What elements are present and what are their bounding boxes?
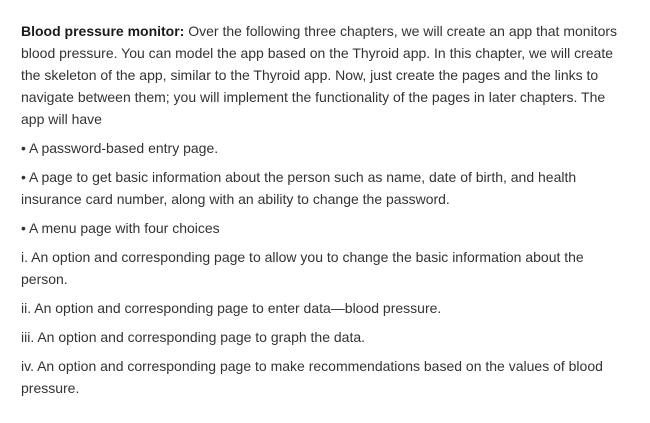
bullet-menu-page: • A menu page with four choices [21, 220, 220, 236]
intro-lead: Blood pressure monitor: [21, 23, 185, 39]
bullet-password-entry: • A password-based entry page. [21, 140, 219, 156]
document-body [21, 20, 629, 406]
option-recommendations: iv. An option and corresponding page to make recommendations based on the values of blood pressure. [21, 358, 603, 396]
intro-paragraph [21, 20, 629, 130]
intro-text: Over the following three chapters, we will create an app that monitors blood pressure. You can model the app based on the Thyroid app. In this chapter, we will create the skeleton of the app, similar to the Thyroid app. Now, just create the pages and the links to navigate between them; you will implement the functionality of the pages in later chapters. The app will have [21, 23, 618, 127]
option-change-info: i. An option and corresponding page to allow you to change the basic information about the person. [21, 249, 584, 287]
bullet-basic-info: • A page to get basic information about the person such as name, date of birth, and health insurance card number, along with an ability to change the password. [21, 169, 577, 207]
option-enter-data: ii. An option and corresponding page to enter data—blood pressure. [21, 300, 442, 316]
option-graph-data: iii. An option and corresponding page to graph the data. [21, 329, 366, 345]
